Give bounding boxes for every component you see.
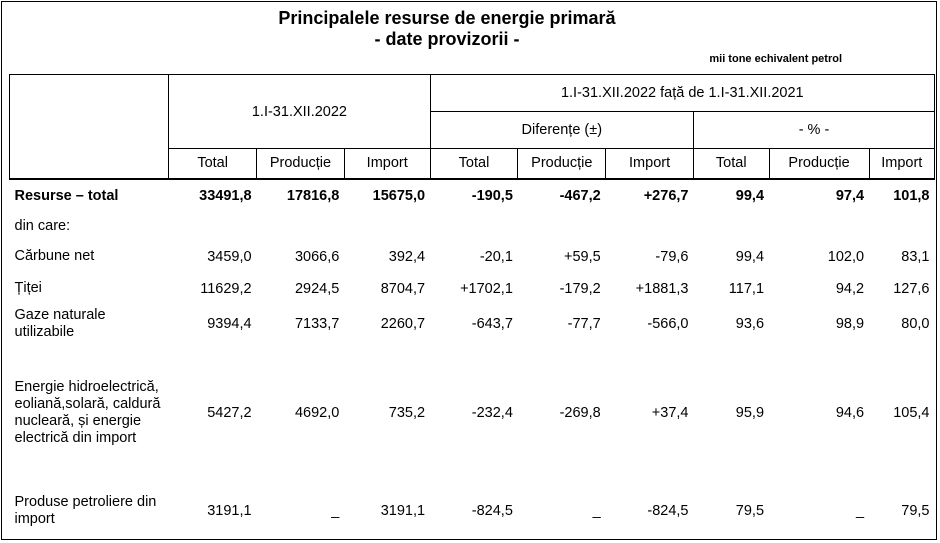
cell: 95,9 (735, 404, 765, 421)
percent-header: - % - (693, 112, 934, 149)
table-subtitle: - date provizorii - (374, 29, 520, 49)
table-row (10, 483, 935, 539)
table-row (10, 241, 935, 273)
col-header: Producție (257, 149, 345, 179)
cell: 94,6 (835, 404, 865, 421)
cell: +1881,3 (635, 280, 689, 297)
cell: 99,4 (693, 179, 769, 213)
cell: 33491,8 (169, 179, 257, 213)
table-row (10, 343, 935, 483)
col-header: Total (430, 149, 518, 179)
cell: 3191,1 (380, 502, 426, 519)
row-label: din care: (14, 218, 71, 234)
cell: +276,7 (606, 179, 694, 213)
row-label: Energie hidroelectrică, eoliană,solară, caldură nucleară, și energie electrică din import (14, 378, 161, 446)
cell: _ (331, 502, 340, 519)
cell: -824,5 (647, 502, 689, 519)
cell: -643,7 (471, 315, 513, 332)
unit-label: mii tone echivalent petrol (709, 53, 842, 65)
cell: 79,5 (901, 502, 930, 519)
cell: _ (592, 502, 601, 519)
row-label: Produse petroliere din import (14, 493, 157, 527)
cell: 99,4 (735, 248, 765, 265)
cell: -179,2 (559, 280, 601, 297)
table-row (10, 273, 935, 305)
cell: -824,5 (471, 502, 513, 519)
cell: 101,8 (869, 179, 934, 213)
col-header: Total (169, 149, 257, 179)
table-row (10, 305, 935, 343)
cell: 15675,0 (344, 179, 430, 213)
table-row (10, 213, 935, 241)
table-row (10, 179, 935, 213)
cell: -566,0 (647, 315, 689, 332)
cell: -269,8 (559, 404, 601, 421)
cell: 5427,2 (207, 404, 252, 421)
cell: 11629,2 (200, 280, 252, 297)
cell: 93,6 (735, 315, 765, 332)
cell: 3066,6 (294, 248, 340, 265)
row-label: Gaze naturale utilizabile (14, 306, 106, 340)
cell: 98,9 (835, 315, 865, 332)
cell: 117,1 (728, 280, 765, 297)
cell: 102,0 (827, 248, 865, 265)
cell: +59,5 (563, 248, 601, 265)
row-label-header (10, 75, 169, 179)
cell: 97,4 (769, 179, 869, 213)
cell: 7133,7 (294, 315, 340, 332)
cell: 2924,5 (294, 280, 340, 297)
cell: _ (855, 502, 865, 519)
cell: -232,4 (471, 404, 513, 421)
cell: -79,6 (655, 248, 689, 265)
cell: 79,5 (735, 502, 765, 519)
cell: -77,7 (567, 315, 601, 332)
energy-resources-table (9, 74, 935, 539)
cell: 735,2 (388, 404, 426, 421)
col-header: Import (606, 149, 694, 179)
cell: +1702,1 (460, 280, 513, 297)
cell: +37,4 (651, 404, 689, 421)
cell: 94,2 (835, 280, 865, 297)
cell: 392,4 (388, 248, 426, 265)
comparison-header: 1.I-31.XII.2022 față de 1.I-31.XII.2021 (430, 75, 934, 112)
cell: 2260,7 (380, 315, 426, 332)
cell: 9394,4 (207, 315, 252, 332)
document-frame (1, 1, 937, 540)
row-label: Cărbune net (14, 248, 95, 264)
cell: 3459,0 (207, 248, 252, 265)
cell: 105,4 (893, 404, 930, 421)
cell: 80,0 (901, 315, 930, 332)
cell: -467,2 (518, 179, 606, 213)
cell: 3191,1 (207, 502, 252, 519)
col-header: Total (693, 149, 769, 179)
cell: 127,6 (893, 280, 930, 297)
cell: 83,1 (901, 248, 930, 265)
cell: -20,1 (479, 248, 513, 265)
table-title: Principalele resurse de energie primară (278, 8, 616, 28)
cell: 4692,0 (294, 404, 340, 421)
cell: 8704,7 (380, 280, 426, 297)
cell: 17816,8 (257, 179, 345, 213)
col-header: Producție (518, 149, 606, 179)
differences-header: Diferențe (±) (430, 112, 693, 149)
col-header: Import (869, 149, 934, 179)
row-label: Țiței (14, 280, 42, 296)
col-header: Import (344, 149, 430, 179)
row-label: Resurse – total (10, 179, 169, 213)
col-header: Producție (769, 149, 869, 179)
cell: -190,5 (430, 179, 518, 213)
period-header: 1.I-31.XII.2022 (169, 75, 430, 149)
